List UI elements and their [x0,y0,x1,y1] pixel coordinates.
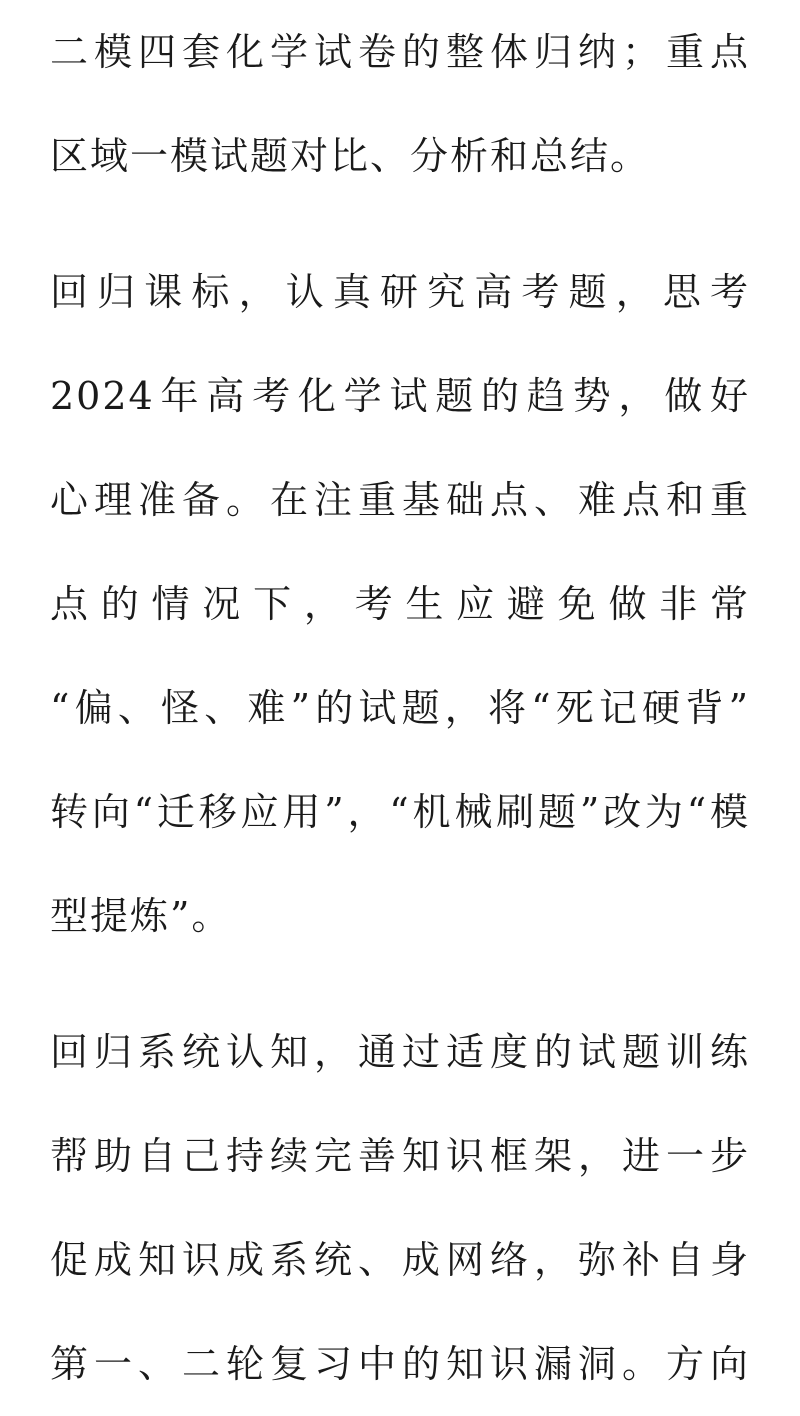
text-line: 型提炼”。 [50,894,232,938]
text-line: 回归系统认知，通过适度的试题训练 [50,1030,750,1074]
text-line: 促成知识成系统、成网络，弥补自身 [50,1238,750,1282]
text-line: 转向“迁移应用”，“机械刷题”改为“模 [50,790,750,834]
paragraph-1 [50,0,750,208]
paragraph-3 [50,1000,750,1416]
paragraph-2 [50,240,750,968]
text-line: 心理准备。在注重基础点、难点和重 [50,478,750,522]
text-line: “偏、怪、难”的试题，将“死记硬背” [50,686,750,730]
text-line: 第一、二轮复习中的知识漏洞。方向 [50,1342,750,1386]
text-line: 2024年高考化学试题的趋势，做好 [50,374,750,418]
text-line: 回归课标，认真研究高考题，思考 [50,270,750,314]
text-line: 二模四套化学试卷的整体归纳；重点 [50,30,750,74]
text-line: 区域一模试题对比、分析和总结。 [50,134,651,178]
text-line: 帮助自己持续完善知识框架，进一步 [50,1134,750,1178]
text-line: 点的情况下，考生应避免做非常 [50,582,750,626]
